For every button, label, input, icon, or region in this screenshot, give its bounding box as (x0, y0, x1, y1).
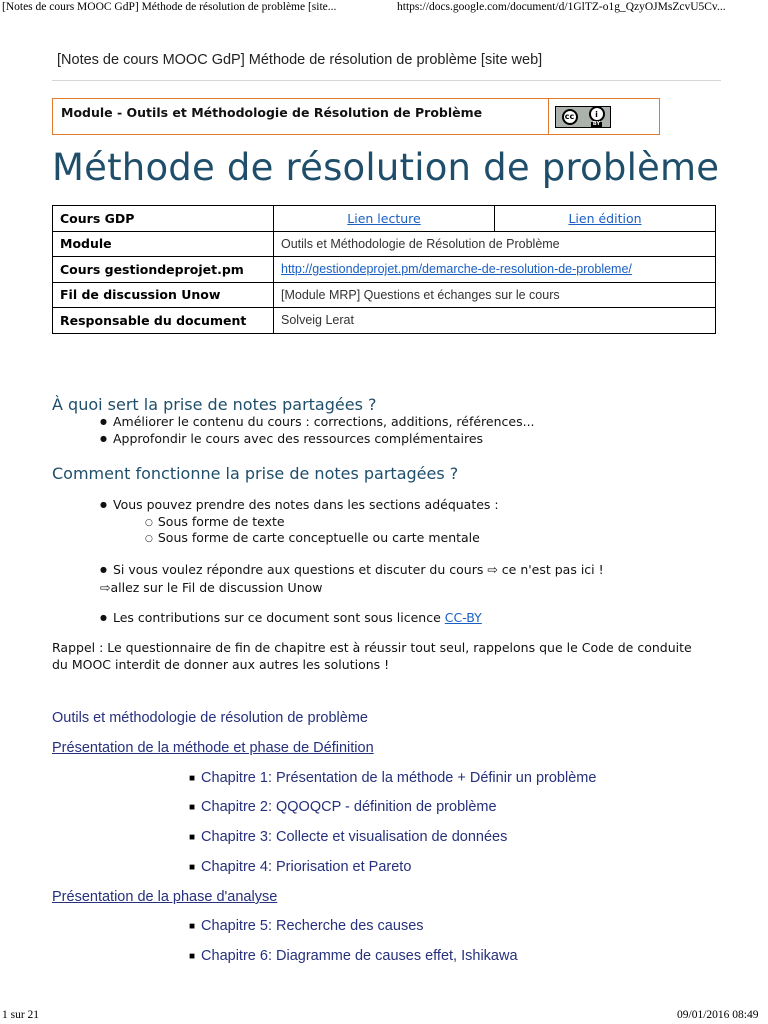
row-key: Cours gestiondeprojet.pm (53, 257, 274, 283)
row-value: [Module MRP] Questions et échanges sur le cours (274, 282, 716, 308)
license-text: Les contributions sur ce document sont sous licence (112, 610, 445, 625)
section-heading-why: À quoi sert la prise de notes partagées ? (52, 395, 377, 414)
module-label: Module - Outils et Méthodologie de Résolution de Problème (53, 99, 549, 134)
table-row (53, 206, 716, 232)
rappel-line: du MOOC interdit de donner aux autres les solutions ! (52, 657, 390, 672)
cc-icon: cc (562, 109, 578, 125)
table-row (53, 257, 716, 283)
toc-chapter-5[interactable]: ■ Chapitre 5: Recherche des causes (189, 918, 424, 934)
lien-lecture-link[interactable]: Lien lecture (274, 206, 495, 232)
module-box (52, 98, 660, 135)
divider (52, 80, 721, 81)
by-person-icon: i (589, 106, 605, 122)
list-item: ● Vous pouvez prendre des notes dans les sections adéquates : (100, 497, 499, 512)
sub-list-item: ○ Sous forme de texte (145, 514, 285, 529)
gestiondeprojet-link[interactable]: http://gestiondeprojet.pm/demarche-de-resolution-de-probleme/ (274, 257, 716, 283)
print-header-url: https://docs.google.com/document/d/1GlTZ-o1g_QzyOJMsZcvU5Cv... (397, 1, 726, 13)
row-key: Responsable du document (53, 308, 274, 334)
print-header-title: [Notes de cours MOOC GdP] Méthode de résolution de problème [site... (2, 1, 337, 13)
section-heading-how: Comment fonctionne la prise de notes partagées ? (52, 464, 459, 483)
toc-chapter-2[interactable]: ■ Chapitre 2: QQOQCP - définition de problème (189, 799, 497, 815)
document-subtitle: [Notes de cours MOOC GdP] Méthode de résolution de problème [site web] (57, 52, 543, 68)
page-number: 1 sur 21 (2, 1009, 40, 1021)
print-datetime: 09/01/2016 08:49 (677, 1009, 759, 1021)
toc-chapter-6[interactable]: ■ Chapitre 6: Diagramme de causes effet, Ishikawa (189, 948, 518, 964)
sub-list-item: ○ Sous forme de carte conceptuelle ou carte mentale (145, 530, 480, 545)
table-row (53, 308, 716, 334)
list-item: ● Si vous voulez répondre aux questions et discuter du cours ⇨ ce n'est pas ici ! (100, 562, 604, 577)
toc-part-definition[interactable]: Présentation de la méthode et phase de Définition (52, 740, 374, 756)
row-value: Outils et Méthodologie de Résolution de Problème (274, 231, 716, 257)
lien-edition-link[interactable]: Lien édition (495, 206, 716, 232)
by-label: BY (592, 121, 601, 127)
info-table (52, 205, 716, 334)
toc-chapter-4[interactable]: ■ Chapitre 4: Priorisation et Pareto (189, 859, 411, 875)
toc-part-analyse[interactable]: Présentation de la phase d'analyse (52, 889, 278, 905)
toc-title: Outils et méthodologie de résolution de problème (52, 710, 368, 726)
row-key: Fil de discussion Unow (53, 282, 274, 308)
rappel-line: Rappel : Le questionnaire de fin de chapitre est à réussir tout seul, rappelons que le Code de conduite (52, 640, 692, 655)
list-item-continuation: ⇨allez sur le Fil de discussion Unow (100, 580, 323, 595)
license-logo (549, 99, 659, 134)
list-item: ● Approfondir le cours avec des ressources complémentaires (100, 431, 483, 446)
cc-by-icon (555, 106, 611, 128)
list-item (100, 610, 482, 625)
table-row (53, 282, 716, 308)
row-key: Cours GDP (53, 206, 274, 232)
toc-chapter-3[interactable]: ■ Chapitre 3: Collecte et visualisation de données (189, 829, 507, 845)
toc-chapter-1[interactable]: ■ Chapitre 1: Présentation de la méthode + Définir un problème (189, 770, 596, 786)
page-title: Méthode de résolution de problème (52, 146, 720, 189)
row-key: Module (53, 231, 274, 257)
cc-by-link[interactable]: CC-BY (444, 610, 482, 625)
table-row (53, 231, 716, 257)
row-value: Solveig Lerat (274, 308, 716, 334)
list-item: ● Améliorer le contenu du cours : corrections, additions, références... (100, 414, 535, 429)
